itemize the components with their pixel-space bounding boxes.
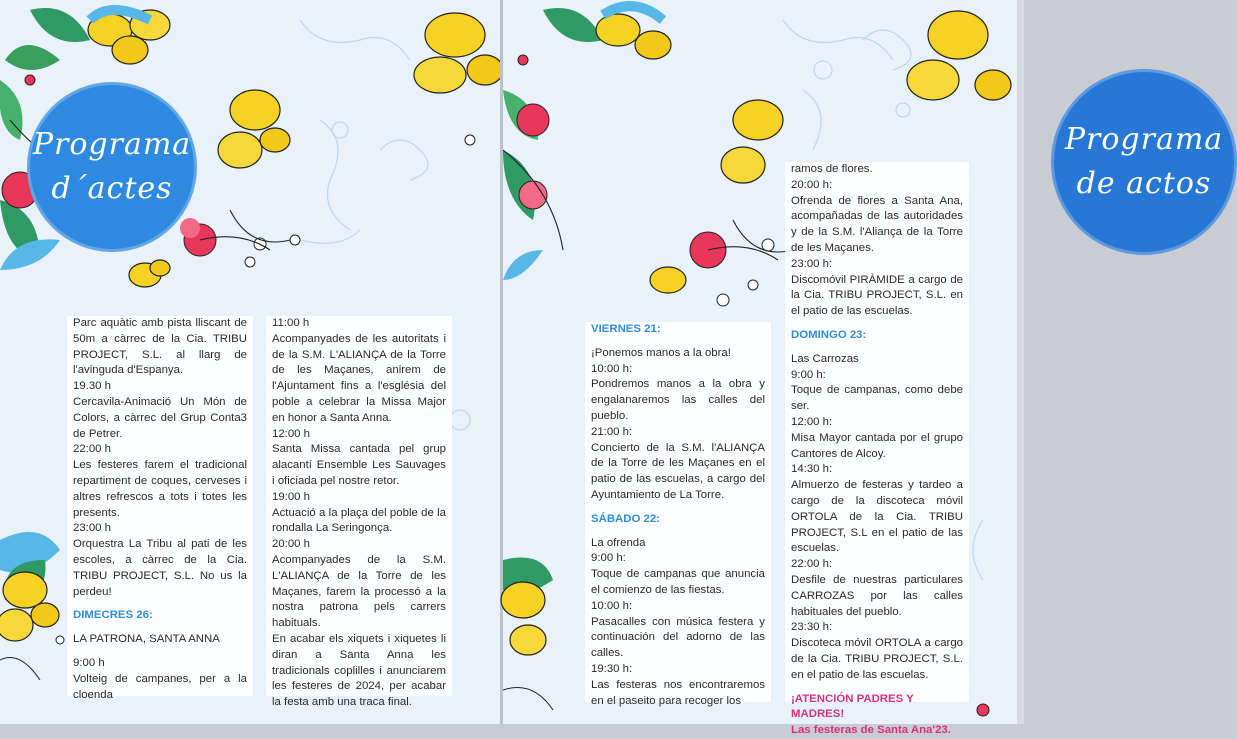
day-heading: SÁBADO 22: xyxy=(591,512,660,525)
program-text: Las Carrozas xyxy=(791,352,859,365)
program-column-left-1 xyxy=(67,316,253,701)
left-page xyxy=(0,0,500,724)
program-text: ramos de flores. xyxy=(791,163,873,175)
program-time: 22:00 h xyxy=(73,443,112,456)
program-text: Ofrenda de flores a Santa Ana, acompañadas de las autoridades y de la S.M. l'Aliança de la Torre de les Maçanes. xyxy=(791,194,963,254)
program-text: Toque de campanas, como debe ser. xyxy=(791,384,963,413)
leaf-icon xyxy=(30,8,90,42)
day-heading: VIERNES 21: xyxy=(591,323,661,335)
program-time: 23:00 h xyxy=(73,522,112,535)
program-text: Almuerzo de festeras y tardeo a cargo de la discoteca móvil ORTOLA de la Cia. TRIBU PROJECT, S.L en el patio de las escuelas. xyxy=(791,479,963,555)
program-time: 11:00 h xyxy=(272,317,310,329)
program-time: 12:00 h: xyxy=(791,415,833,428)
program-text: Volteig de campanes, per a la cloenda xyxy=(73,672,247,701)
title-line-1: Programa xyxy=(32,127,192,162)
closing-line: Las festeras de Santa Ana'23. xyxy=(791,724,951,737)
program-text: En acabar els xiquets i xiquetes li diran a Santa Anna les tradicionals coplilles i anunciarem les festeres de 2024, per acabar la festa amb una traca final. xyxy=(272,632,446,709)
program-time: 12:00 h xyxy=(272,427,311,440)
title-circle-left xyxy=(27,82,197,252)
yellow-flower-icon xyxy=(907,11,1011,100)
program-text: Concierto de la S.M. l'ALIANÇA de la Torre de les Maçanes en el patio de las escuelas, a cargo del Ayuntamiento de La Torre. xyxy=(591,441,765,501)
program-text: Discoteca móvil ORTOLA a cargo de la Cia. TRIBU PROJECT, S.L. en el patio de las escuelas. xyxy=(791,637,963,681)
title-line-1: Programa xyxy=(1064,122,1224,157)
program-text: Acompanyades de la S.M. L'ALIANÇA de la Torre de les Maçanes, farem la processó a la nostra patrona pels carrers habituals. xyxy=(272,553,446,630)
title-line-2: d´actes xyxy=(51,171,173,206)
program-text: Pasacalles con música festera y continuación del adorno de las calles. xyxy=(591,615,765,660)
program-text: Santa Missa cantada pel grup alacantí Ensemble Les Sauvages i oficiada pel nostre retor. xyxy=(272,443,446,487)
program-time: 21:00 h: xyxy=(591,425,633,438)
program-time: 23:00 h: xyxy=(791,257,833,270)
program-text: Actuació a la plaça del poble de la rondalla La Seringonça. xyxy=(272,506,446,535)
program-text: Acompanyades de les autoritats i de la S.M. L'ALIANÇA de la Torre de les Maçanes, anirem de l'Ajuntament fins a l'església del poble a celebrar la Missa Major en honor a Santa Anna. xyxy=(272,332,446,424)
program-text: ¡Ponemos manos a la obra! xyxy=(591,346,731,359)
program-text: Toque de campanas que anuncia el comienzo de las fiestas. xyxy=(591,568,765,596)
red-flower-icon xyxy=(517,104,726,268)
program-column-right-2 xyxy=(785,162,969,737)
program-column-right-1 xyxy=(585,322,771,707)
yellow-flower-icon xyxy=(721,100,783,183)
program-time: 9:00 h xyxy=(73,656,105,669)
program-time: 23:30 h: xyxy=(791,621,833,634)
program-column-left-2 xyxy=(266,316,452,709)
program-time: 20:00 h xyxy=(272,538,311,551)
program-time: 10:00 h: xyxy=(591,599,633,612)
program-text: Misa Mayor cantada por el grupo Cantores de Alcoy. xyxy=(791,431,963,460)
yellow-flower-icon xyxy=(501,582,546,655)
yellow-flower-icon xyxy=(596,6,671,59)
program-time: 9:00 h: xyxy=(791,368,826,381)
yellow-flower-icon xyxy=(218,90,290,168)
program-text: LA PATRONA, SANTA ANNA xyxy=(73,633,220,646)
program-text: Las festeras nos encontraremos en el paseito para recoger los xyxy=(591,678,765,707)
program-text: Parc aquàtic amb pista lliscant de 50m a càrrec de la Cia. TRIBU PROJECT, S.L. al llarg de l'avinguda d'Espanya. xyxy=(73,317,247,377)
program-text: Orquestra La Tribu al pati de les escoles, a càrrec de la Cia. TRIBU PROJECT, S.L. No us la perdeu! xyxy=(73,538,247,598)
yellow-flower-icon xyxy=(0,572,59,641)
page-edge xyxy=(1017,0,1024,724)
leaf-icon xyxy=(543,8,603,42)
program-text: Pondremos manos a la obra y engalanaremos las calles del pueblo. xyxy=(591,378,765,422)
yellow-flower-icon xyxy=(88,10,170,64)
title-circle-right xyxy=(1051,69,1237,255)
yellow-flower-icon xyxy=(650,267,686,293)
program-time: 14:30 h: xyxy=(791,463,833,476)
program-time: 19.30 h xyxy=(73,380,112,393)
program-text: Desfile de nuestras particulares CARROZAS por las calles habituales del pueblo. xyxy=(791,573,963,618)
program-time: 19:30 h: xyxy=(591,662,633,675)
yellow-flower-icon xyxy=(129,260,170,287)
program-time: 22:00 h: xyxy=(791,558,833,571)
program-text: Cercavila-Animació Un Món de Colors, a càrrec del Grup Conta3 de Petrer. xyxy=(73,395,247,440)
program-text: Discomóvil PIRÀMIDE a cargo de la Cia. TRIBU PROJECT, S.L. en el patio de las escuelas. xyxy=(791,273,963,318)
program-time: 9:00 h: xyxy=(591,552,626,565)
closing-line: ¡ATENCIÓN PADRES Y MADRES! xyxy=(791,692,914,721)
yellow-flower-icon xyxy=(414,13,503,93)
program-time: 10:00 h: xyxy=(591,362,633,375)
program-time: 19:00 h xyxy=(272,490,311,503)
program-text: Les festeres farem el tradicional repartiment de coques, cerveses i altres refrescos a tots i totes les presents. xyxy=(73,459,247,519)
program-time: 20:00 h: xyxy=(791,178,833,191)
day-heading: DOMINGO 23: xyxy=(791,328,867,341)
day-heading: DIMECRES 26: xyxy=(73,609,153,622)
program-text: La ofrenda xyxy=(591,536,646,549)
title-line-2: de actos xyxy=(1076,166,1212,201)
